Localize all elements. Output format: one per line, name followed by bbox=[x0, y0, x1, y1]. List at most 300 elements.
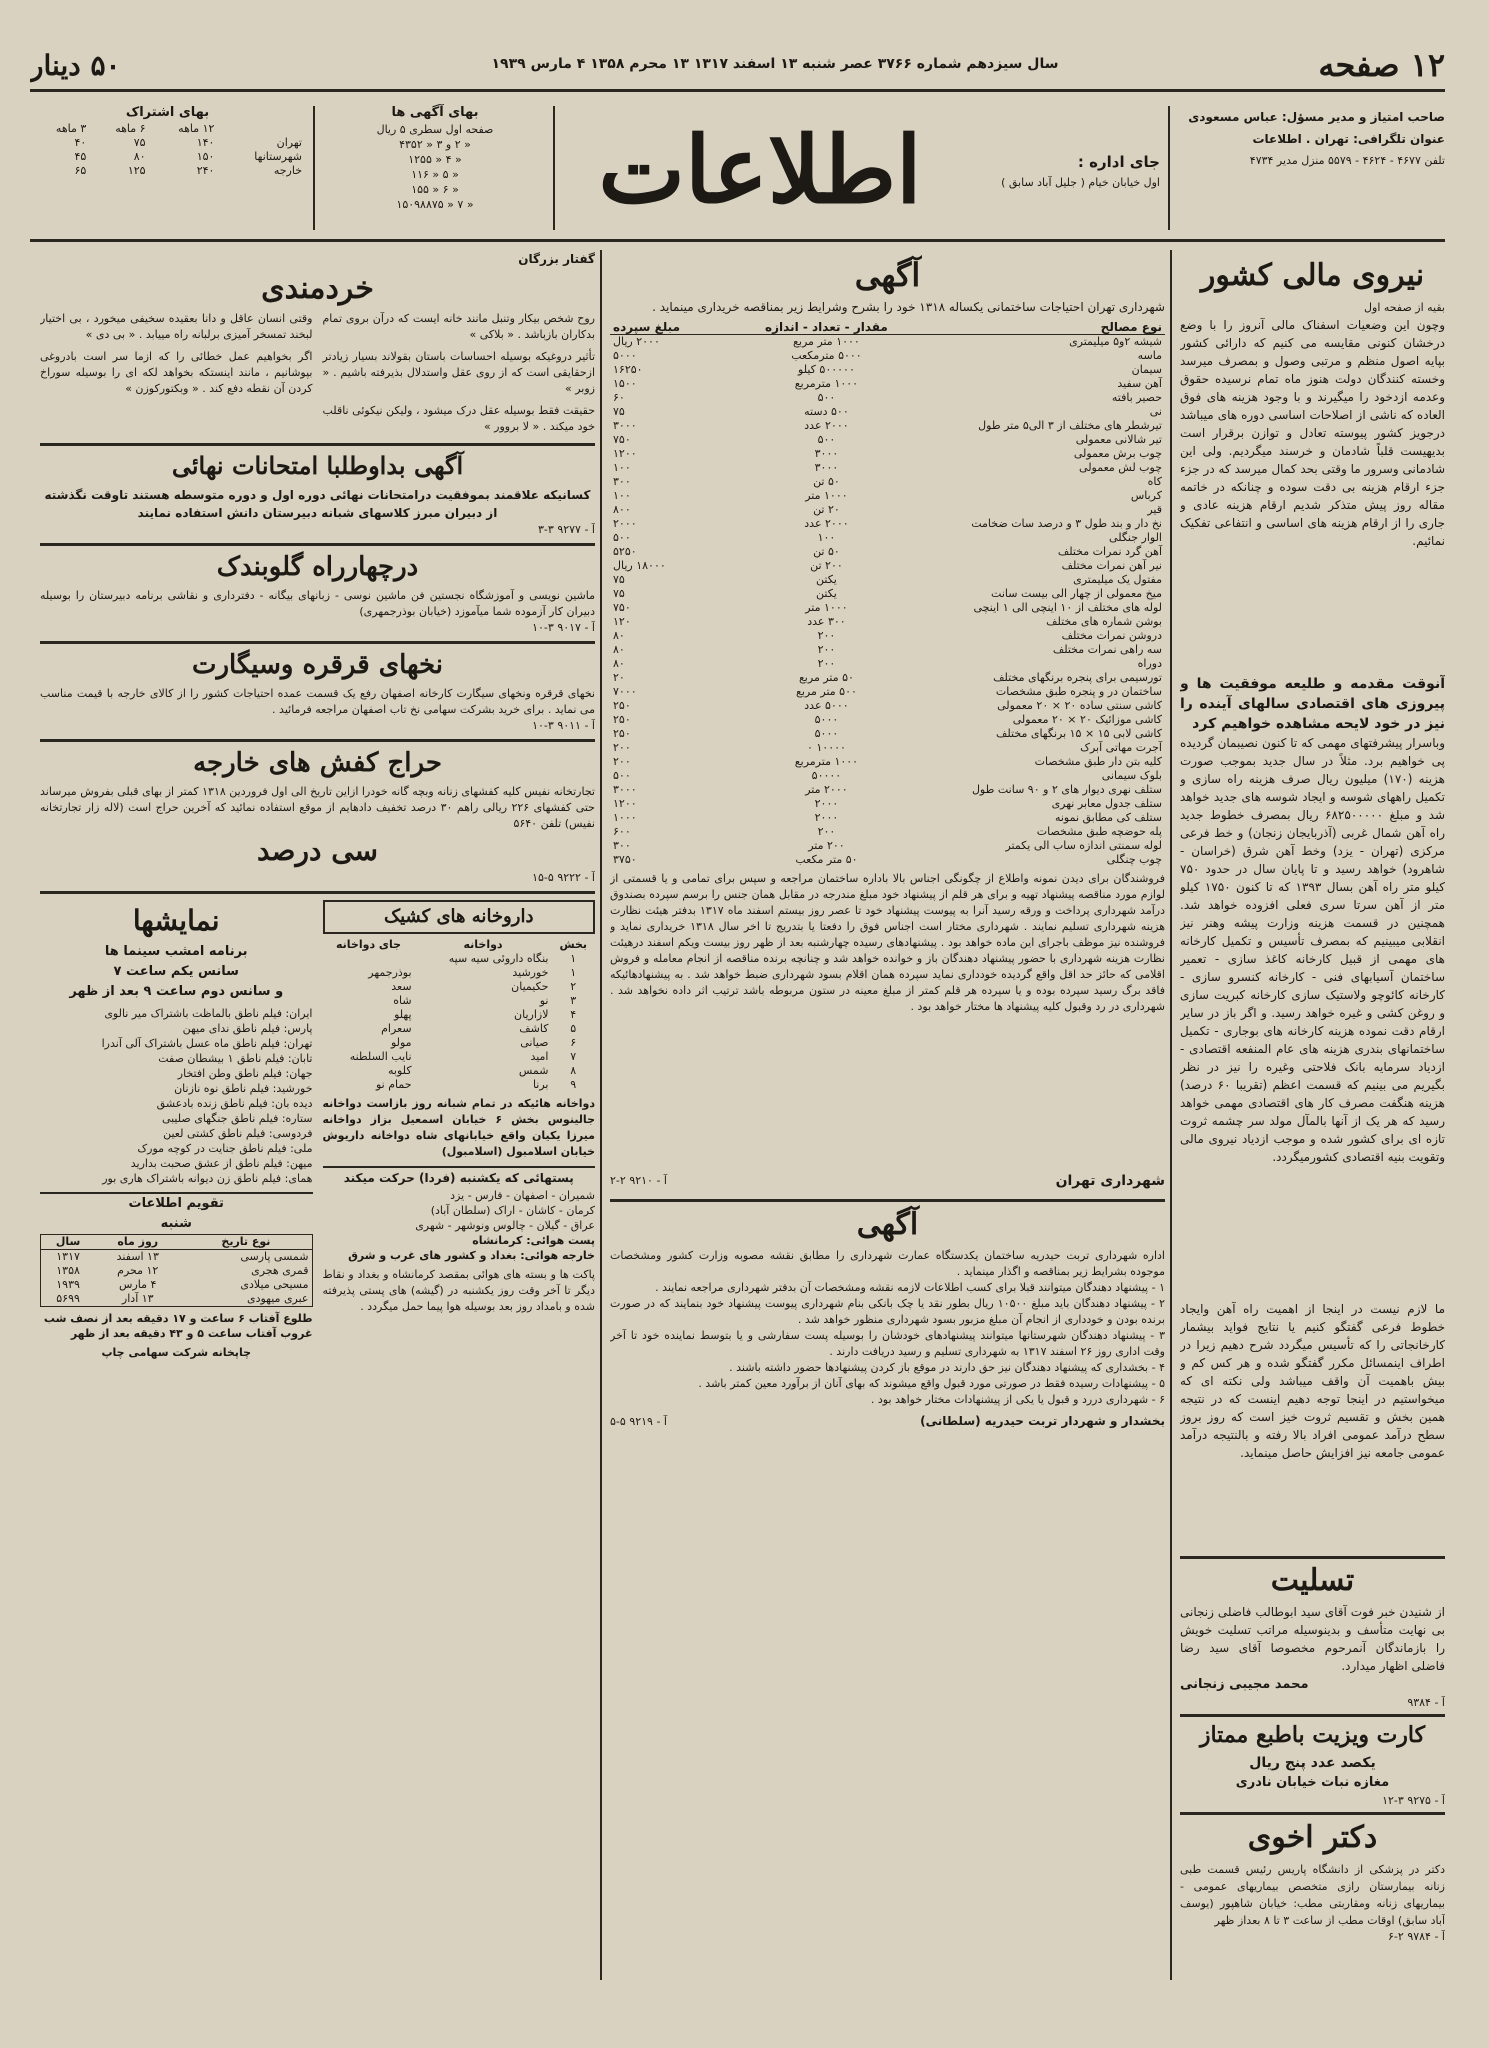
table-header-row: نوع تاریخ روز ماه سال bbox=[41, 1235, 313, 1250]
table-cell: ۱۲۰۰ bbox=[613, 447, 637, 460]
table-cell: میخ معمولی از چهار الی بیست سانت bbox=[991, 587, 1162, 600]
table-row bbox=[323, 966, 596, 980]
article-body-3: ما لازم نیست در اینجا از اهمیت راه آهن وایجاد خطوط فرعی گفتگو کنیم یا نتایج فواید بیشمار کارخانجاتی را که تأسیس میگردد شرح دهیم زیرا در اطراف اینمسائل مکرر گفتگو شده و هر کس کم و بیش باهمیت آن واقف میباشد ولی نکته ای که میخواستیم در اینجا توجه دهیم اینست که در نتیجه همین بخش و تقسیم ثروت خیز است که روز بروز سطح درآمد عمومی افراد بالا رفته و بالنتیجه درآمد عمومی جامعه نیز افزایش حاصل مینماید. bbox=[1180, 1302, 1445, 1460]
table-cell: مولو bbox=[390, 1036, 412, 1049]
table-cell: ۷۵۰ bbox=[613, 601, 631, 614]
table-cell: ۲۰۰۰ ریال bbox=[613, 335, 660, 348]
table-cell: ۵۶۹۹ bbox=[56, 1292, 80, 1305]
table-cell: نایب السلطنه bbox=[349, 1050, 412, 1063]
table-row bbox=[610, 335, 1165, 350]
table-row bbox=[610, 671, 1165, 685]
table-row bbox=[610, 461, 1165, 475]
table-cell: ۲۰ تن bbox=[813, 503, 840, 516]
table-cell: صیانی bbox=[520, 1036, 549, 1049]
table-cell: ۵۰ تن bbox=[813, 545, 840, 558]
table-row bbox=[323, 994, 596, 1008]
article-body-1: وچون این وضعیات اسفناک مالی آنروز را با وضع درخشان کنونی مقایسه می کنیم که دارائی کشور بپایه اصول منظم و مرتبی وصول و بمصرف میرسد وخسته کنندگان دولت هنوز ماه تمام نرسیده حقوق وعدمه ازدخود را میگیرند و با وجود هزینه های فوق العاده که ناشی از اصلاحات اساسی دوره های میباشد درجویز کشور پیوسته تعادل و توازن برقرار است بدیهیست قلباً شادمان و خرسند میگردیم. ولی این شادمانی وسرور ما وقتی بحد کمال میرسد که در جزء جزء ارقام هزینه بی دقت سوده و چنانکه در خاتمه مقاله روز پیش متذکر شدیم ارقام هزینه عادی و جاری را از ارقام هزینه های اساسی و انتفاعی تفکیک نمائیم. bbox=[1180, 318, 1445, 548]
office-block bbox=[960, 150, 1160, 210]
table-cell: ۲۰۰۰ bbox=[814, 811, 839, 824]
golondak-body: ماشین نویسی و آموزشگاه نجستین فن ماشین نوسی - زبانهای بیگانه - دفترداری و نقاشی برنامه دبیرستان را بوسیله دبیران کار آزموده شما میآموزد (خیابان بوذرجمهری) bbox=[40, 589, 595, 618]
doctor-title: دکتر اخوی bbox=[1247, 1820, 1378, 1855]
table-row bbox=[610, 825, 1165, 839]
table-cell bbox=[323, 952, 415, 966]
post-line: شمیران - اصفهان - فارس - یزد bbox=[450, 1189, 595, 1202]
table-cell: ۵۰۰۰ bbox=[814, 713, 839, 726]
post-line: عراق - گیلان - چالوس ونوشهر - شهری bbox=[415, 1219, 595, 1232]
table-cell: ۲۵۰ bbox=[613, 713, 631, 726]
calendar-day: شنبه bbox=[160, 1216, 192, 1231]
article-body-2: وباسرار پیشرفتهای مهمی که تا کنون نصیبمان گردیده پی خواهیم برد. مثلاً در سال جدید بموجب صورت هزینه (۱۷۰) میلیون ریال صرف هزینه راه سازی و تکمیل راههای شوسه و ایجاد شوسه های جدید خواهد شد و مبلغ ۶۸۲۵۰۰۰۰۰ ریال بمصرف خطوط جدید راه آهن شمال غربی (آذربایجان زنجان) و خط فرعی مرکزی (تهران - یزد) وخط آهن شرق (خراسان - شاهرود) خواهد رسید و تا پایان سال در حدود ۷۵۰ کیلو متر راه آهن بسال ۱۳۹۳ که تا کنون ۱۷۵۰ کیلو متر از آهن سرتا سری فعلی افزوده خواهد شد. همچنین در قسمت هزینه وزارت پیشه وهنر نیز انقلابی میبینیم که بمصرف تأسیس و تکمیل کارخانه های مهمی از قبیل کارخانه کاغذ سازی - تعمیر ساختمان آسیابهای فنی - کارخانه کنسرو سازی - کارخانه کائوچو ولاستیک سازی کارخانه کبریت سازی و روغن کشی و غیره خواهد رسید. و اگر باز در سایر ارقام دقت نموده هزینه کارخانه های بوجاری - تکمیل ساختمانهای بندری هزینه های عام المنفعه اقتصادی - ازدیاد سرمایه بانک فلاحتی وغیره را نیز در نظر بگیریم می بینیم که قسمت اعظم (تقریبا ۶۰ درصد) هزینه هنگفت مصرف کار های اقتصادی مهمی خواهد رسید که هر یک از آنها بالمآل مولد سر چشمه ثروت تازه ای برای کشور شده و موجب ازدیاد نیروی مالی وتقویت بنیه اقتصادی کشورمیگردد. bbox=[1180, 736, 1445, 1164]
page-number: ۱۲ صفحه bbox=[1318, 46, 1445, 84]
table-cell: آجرت مهاتی آبرک bbox=[1080, 741, 1162, 754]
table-header-row: نوع مصالح مقدار - تعداد - اندازه مبلغ سپرده bbox=[610, 320, 1165, 335]
table-row bbox=[610, 447, 1165, 461]
subscription-title: بهای اشتراک bbox=[125, 105, 210, 120]
phone-line: تلفن ۴۶۷۷ - ۴۶۲۴ - ۵۵۷۹ منزل مدیر ۴۷۳۴ bbox=[1249, 154, 1445, 167]
sunrise: طلوع آفتاب ۶ ساعت و ۱۷ دقیقه بعد از نصف شب bbox=[43, 1312, 313, 1325]
table-cell: ۵۰ تن bbox=[813, 475, 840, 488]
table-row bbox=[41, 1250, 313, 1265]
list-item: همای: فیلم ناطق زن دیوانه باشتراک هاری بور bbox=[102, 1172, 313, 1185]
article-bold: آنوقت مقدمه و طلیعه موفقیت ها و پیروزی های اقتصادی سالهای آینده را نیز در خود لایحه مشاهده خواهیم کرد bbox=[1180, 676, 1445, 732]
table-row bbox=[610, 839, 1165, 853]
table-cell: ۱۰۰۰ متر bbox=[805, 489, 848, 502]
table-cell: ۷۰۰۰ bbox=[613, 685, 637, 698]
table-cell: ۱۶۲۵۰ bbox=[613, 363, 643, 376]
ad1-sign: شهرداری تهران bbox=[1055, 1173, 1165, 1189]
quote: حقیقت فقط بوسیله عقل درک میشود ، ولیکن نیکوئی ناقلب خود میکند . « لا بروور » bbox=[322, 404, 595, 433]
table-cell: کلیه بتن دار طبق مشخصات bbox=[1034, 755, 1162, 768]
table-cell: ۲۰۰ bbox=[613, 741, 631, 754]
table-cell: ۴ bbox=[570, 1008, 577, 1021]
ad2-sign: بخشدار و شهردار تربت حیدریه (سلطانی) bbox=[920, 1414, 1165, 1428]
table-row bbox=[610, 615, 1165, 629]
post-note: پاکت ها و بسته های هوائی بمقصد کرمانشاه و بغداد و نقاط دیگر تا آخر وقت روز یکشنبه در (گیشه) های پستی پذیرفته شده و بامداد روز بعد بوسیله هوا پیما حمل میگردد . bbox=[322, 1268, 595, 1313]
table-cell: سه راهی نمرات مختلف bbox=[1052, 643, 1162, 656]
quote: وقتی انسان عاقل و دانا بعقیده سخیفی میخورد ، بی اختیار لبخند تمسخر آمیزی برلبانه راه مییابد . « بی دی » bbox=[40, 312, 313, 341]
table-cell: ۲۰۰ bbox=[817, 825, 836, 838]
ad-rates-block bbox=[325, 104, 545, 234]
table-row bbox=[610, 783, 1165, 797]
top-bar bbox=[30, 40, 1445, 92]
list-item: ۴ - بخشداری که پیشنهاد دهندگان نیز حق دارند در موقع باز کردن پیشنهادها حضور داشته باشند . bbox=[729, 1361, 1165, 1374]
table-cell: ۱۳ اسفند bbox=[116, 1250, 159, 1263]
table-cell: ۱۰۰ bbox=[613, 489, 631, 502]
table-cell: تیرشطر های مختلف از ۳ الی۵ متر طول bbox=[978, 419, 1162, 432]
owner-block bbox=[1180, 106, 1445, 226]
table-cell: بوشن شماره های مختلف bbox=[1046, 615, 1162, 628]
table-cell: ۳۰۰۰ bbox=[814, 461, 839, 474]
table-cell: ۳۰۰ bbox=[613, 839, 631, 852]
table-cell: تورسیمی برای پنجره برنگهای مختلف bbox=[993, 671, 1162, 684]
table-cell: حصیر بافته bbox=[1111, 391, 1162, 404]
table-cell: ۱۲ محرم bbox=[117, 1264, 159, 1277]
table-cell: چوب چنگلی bbox=[1106, 853, 1162, 866]
table-cell: پهلو bbox=[394, 1008, 412, 1021]
quote: اگر بخواهیم عمل خطائی را که ازما سر است بادروغی بپوشانیم ، مانند اینستکه بخواهد لکه ای را بوسیله سوراخ کردن آن نقطه دفع کند . « وبکتورکوزن » bbox=[40, 350, 313, 395]
table-cell: ۳۷۵۰ bbox=[613, 853, 637, 866]
table-cell: شیشه ۲و۵ میلیمتری bbox=[1069, 335, 1162, 348]
table-cell: لوله های مختلف از ۱۰ اینچی الی ۱ اینچی bbox=[973, 601, 1162, 614]
continued-note: بقیه از صفحه اول bbox=[1364, 301, 1445, 314]
table-cell: مفتول یک میلیمتری bbox=[1073, 573, 1162, 586]
table-cell: ۸۰۰ bbox=[613, 503, 631, 516]
table-cell: ۳۰۰۰ bbox=[814, 447, 839, 460]
table-cell: کاشی سنتی ساده ۲۰ × ۲۰ معمولی bbox=[997, 699, 1162, 712]
wisdom-title: خردمندی bbox=[261, 271, 374, 306]
table-cell: ۲۰۰ متر bbox=[808, 839, 845, 852]
issue-meta: سال سیزدهم شماره ۳۷۶۶ عصر شنبه ۱۳ اسفند ۱۳۱۷ ۱۳ محرم ۱۳۵۸ ۴ مارس ۱۹۳۹ bbox=[491, 56, 1059, 72]
article-headline: نیروی مالی کشور bbox=[1200, 258, 1425, 293]
shoes-highlight: سی درصد bbox=[256, 834, 378, 867]
exam-code: آ - ۹۲۷۷ ۳-۳ bbox=[538, 523, 595, 536]
table-row bbox=[610, 503, 1165, 517]
pharmacy-table-body bbox=[323, 952, 596, 1092]
list-item: تابان: فیلم ناطق ۱ بیشطان صفت bbox=[158, 1052, 313, 1065]
table-cell: ۵ bbox=[570, 1022, 577, 1035]
table-row bbox=[323, 1050, 596, 1064]
table-cell: یکتن bbox=[816, 573, 837, 586]
calendar-table bbox=[40, 1234, 313, 1307]
table-row: ۱۲ ماهه ۶ ماهه ۳ ماهه bbox=[55, 122, 215, 135]
table-row: شهرستانها ۱۵۰ ۸۰ ۴۵ bbox=[74, 150, 302, 163]
table-row bbox=[610, 475, 1165, 489]
doctor-body: دکتر در پزشکی از دانشگاه پاریس رئیس قسمت طبی زنانه بیمارستان رازی متخصص بیماریهای عمومی - بیماریهای زنانه ومقاربتی مطب: خیابان شاهپور (یوسف آباد سابق) اوقات مطب از ساعت ۳ تا ۸ بعداز ظهر bbox=[1180, 1863, 1445, 1927]
table-cell: حمام نو bbox=[376, 1078, 412, 1091]
table-cell: ۲۰۰۰ عدد bbox=[804, 419, 849, 432]
table-row bbox=[610, 699, 1165, 713]
table-row bbox=[610, 587, 1165, 601]
calendar-title: تقویم اطلاعات bbox=[128, 1196, 224, 1211]
table-row: خارجه ۲۴۰ ۱۲۵ ۶۵ bbox=[74, 164, 302, 177]
table-cell: بلوک سیمانی bbox=[1101, 769, 1162, 782]
table-cell: آهن گرد نمرات مختلف bbox=[1057, 545, 1162, 558]
list-item: ملی: فیلم ناطق جنایت در کوچه مورک bbox=[137, 1142, 313, 1155]
table-row bbox=[610, 545, 1165, 559]
section-label: گفتار بزرگان bbox=[518, 252, 595, 266]
table-row bbox=[323, 1078, 596, 1092]
table-cell: مسیحی میلادی bbox=[240, 1278, 309, 1291]
list-item: ۱ - پیشنهاد دهندگان میتوانند قبلا برای کسب اطلاعات لازمه نقشه ومشخصات آن بدفتر شهرداری مراجعه نمایند . bbox=[655, 1281, 1165, 1294]
table-cell: شمس bbox=[518, 1064, 549, 1077]
table-row bbox=[610, 391, 1165, 405]
table-cell: ۲۰۰ bbox=[817, 629, 836, 642]
quote: تأثیر دروغیکه بوسیله احساسات باستان بقولاند بسیار زیادتر ازحقایقی است که از روی عقل واستدلال بذیرفته باشیم . « زوبر » bbox=[322, 350, 595, 395]
table-cell: کرباس bbox=[1130, 489, 1162, 502]
table-row: تهران ۱۴۰ ۷۵ ۴۰ bbox=[74, 136, 302, 149]
table-cell: ۵۰ متر مکعب bbox=[795, 853, 858, 866]
materials-table bbox=[610, 320, 1165, 867]
list-item: ۳ - پیشنهاد دهندگان شهرستانها میتوانند پیشنهادهای خودشان را بوسیله پست سفارشی و یا بتوسط نماینده خود تا آخر وقت اداری روز ۲۶ اسفند ۱۳۱۷ به شهرداری تسلیم و رسید دریافت دارند . bbox=[610, 1329, 1165, 1358]
table-cell: نیر آهن نمرات مختلف bbox=[1061, 559, 1162, 572]
table-cell: ۳۰۰۰ bbox=[613, 419, 637, 432]
table-row bbox=[610, 377, 1165, 391]
table-cell: ۸۰ bbox=[613, 643, 625, 656]
table-cell: ۵۰۰۰۰۰ کیلو bbox=[798, 363, 855, 376]
table-cell: ۵۰۰ bbox=[817, 391, 836, 404]
table-row bbox=[41, 1278, 313, 1292]
ad1-title: آگهی bbox=[854, 256, 921, 294]
post-line: خارجه هوائی: بغداد و کشور های غرب و شرق bbox=[348, 1249, 595, 1262]
table-cell: ۴ مارس bbox=[119, 1278, 157, 1291]
table-cell: ۶۰۰ bbox=[613, 825, 631, 838]
table-row bbox=[610, 517, 1165, 531]
table-row bbox=[323, 1022, 596, 1036]
ad-rates-title: بهای آگهی ها bbox=[391, 105, 479, 120]
table-cell: خورشید bbox=[512, 966, 549, 979]
table-row bbox=[610, 405, 1165, 419]
subscription-block bbox=[30, 104, 305, 234]
table-cell: الوار جنگلی bbox=[1109, 531, 1162, 544]
table-cell: ۲ bbox=[570, 980, 577, 993]
shoes-code: آ - ۹۲۲۲ ۵-۱۵ bbox=[532, 871, 595, 884]
ad-rate-line: « ۲ و ۳ « ۴۳۵۲ bbox=[399, 138, 471, 151]
shoes-body: تجارتخانه نفیس کلیه کفشهای زنانه وبچه گانه خودرا ازاین تاریخ الی اول فروردین ۱۳۱۸ کمتر از بهای قبلی بفروش میرساند حتی کفشهای ۲۲۶ ریالی راهم ۳۰ درصد تخفیف دادهایم از موقع استفاده نمائید که آخرین حراج است (لاله زار تجارتخانه نفیس) تلفن ۵۶۴۰ bbox=[40, 785, 595, 830]
ad-rate-line: صفحه اول سطری ۵ ریال bbox=[376, 123, 494, 136]
table-cell: ۶۰ bbox=[613, 391, 625, 404]
card-code: آ - ۹۲۷۵ ۳-۱۲ bbox=[1382, 1794, 1445, 1807]
yarn-body: نخهای قرقره ونخهای سیگارت کارخانه اصفهان رفع یک قسمت عمده احتیاجات کشور را از کالای خارجه با قیمت مناسب می نماید . برای خرید بشرکت سهامی نخ تاب اصفهان مراجعه فرمائید . bbox=[40, 687, 595, 716]
calendar-table-body bbox=[41, 1250, 313, 1307]
list-item: ۲ - پیشنهاد دهندگان باید مبلغ ۱۰۵۰۰ ریال بطور نقد یا چک بانکی بنام شهرداری پیوست پیشنهاد خود بنمایند که در صورت برنده بودن و خودداری از انجام آن مبلغ مزبور بسود شهرداری منظور خواهد شد . bbox=[610, 1297, 1165, 1326]
table-row bbox=[610, 349, 1165, 363]
table-cell: ۷۵ bbox=[613, 587, 625, 600]
table-cell: ۲۰۰۰ bbox=[613, 517, 637, 530]
table-cell: ۱۰۰۰ متر bbox=[805, 601, 848, 614]
condolence-code: آ - ۹۳۸۴ bbox=[1407, 1696, 1445, 1709]
table-cell: چوب برش معمولی bbox=[1073, 447, 1162, 460]
table-row bbox=[610, 629, 1165, 643]
table-cell: ۵۰۰ متر مربع bbox=[796, 685, 857, 698]
ad-rate-line: « ۶ « ۱۵۵ bbox=[411, 183, 459, 196]
sunset: غروب آفتاب ساعت ۵ و ۴۳ دقیقه بعد از ظهر bbox=[70, 1327, 313, 1340]
table-row bbox=[323, 1008, 596, 1022]
table-cell: کاشی لابی ۱۵ × ۱۵ برنگهای مختلف bbox=[996, 727, 1162, 740]
table-row bbox=[610, 643, 1165, 657]
table-cell: ۲۰۰۰ bbox=[814, 797, 839, 810]
condolence-title: تسلیت bbox=[1270, 1563, 1355, 1598]
table-cell: برنا bbox=[532, 1078, 549, 1091]
table-cell: بنگاه داروئی سیه سپه bbox=[448, 952, 549, 965]
table-cell: قیر bbox=[1147, 503, 1162, 516]
table-row bbox=[610, 601, 1165, 615]
list-item: ۶ - شهرداری دررد و قبول یا یکی از پیشنهادات مختار خواهد بود . bbox=[870, 1393, 1165, 1406]
table-row bbox=[41, 1264, 313, 1278]
table-row bbox=[610, 559, 1165, 573]
telegraph-line: عنوان تلگرافی: تهران . اطلاعات bbox=[1252, 132, 1445, 146]
table-cell: ۲۰۰ bbox=[613, 755, 631, 768]
ad2-conditions bbox=[610, 1280, 1165, 1408]
ad1-intro: شهرداری تهران احتیاجات ساختمانی یکساله ۱۳۱۸ خود را بشرح وشرایط زیر بمناقصه خریداری مینماید . bbox=[652, 300, 1165, 314]
table-cell: نو bbox=[539, 994, 549, 1007]
golondak-title: درچهارراه گلوبندک bbox=[216, 552, 419, 582]
cinema-sub3: و سانس دوم ساعت ۹ بعد از ظهر bbox=[69, 984, 284, 999]
table-cell: آهن سفید bbox=[1117, 377, 1162, 390]
condolence-sign: محمد مجیبی زنجانی bbox=[1180, 1677, 1309, 1692]
cinema-list bbox=[40, 1006, 313, 1186]
table-cell: ۱۰۰۰ مترمربع bbox=[794, 755, 859, 768]
table-cell: ۱۲۰ bbox=[613, 615, 631, 628]
cinema-sub2: سانس یکم ساعت ۷ bbox=[113, 964, 239, 979]
list-item: دیده بان: فیلم ناطق زنده بادعشق bbox=[156, 1097, 313, 1110]
table-row bbox=[323, 1036, 596, 1050]
table-cell: ۲۰۰۰ متر bbox=[805, 783, 848, 796]
table-cell: ۲۰ bbox=[613, 671, 625, 684]
table-cell: ۱۰۰۰ مترمربع bbox=[794, 377, 859, 390]
table-row bbox=[610, 363, 1165, 377]
table-cell: ساختمان در و پنجره طبق مشخصات bbox=[995, 685, 1162, 698]
table-cell: لازاریان bbox=[514, 1008, 549, 1021]
table-cell: ۹ bbox=[570, 1078, 577, 1091]
table-cell: کاه bbox=[1147, 475, 1162, 488]
table-cell: پله حوضچه طبق مشخصات bbox=[1036, 825, 1162, 838]
table-cell: ۱۳۱۷ bbox=[56, 1250, 80, 1263]
card-title: کارت ویزیت باطبع ممتاز bbox=[1199, 1722, 1426, 1748]
table-row bbox=[610, 419, 1165, 433]
table-row bbox=[610, 573, 1165, 587]
table-row bbox=[41, 1292, 313, 1307]
table-cell: ستلف کی مطابق نمونه bbox=[1054, 811, 1162, 824]
list-item: جهان: فیلم ناطق وطن افتخار bbox=[177, 1067, 313, 1080]
ad-rate-line: « ۵ « ۱۱۶ bbox=[411, 168, 459, 181]
table-cell: ۷۵ bbox=[613, 405, 625, 418]
table-cell: ۳۰۰ bbox=[613, 475, 631, 488]
table-cell: ۵۰۰ bbox=[613, 769, 631, 782]
ad1-body: فروشندگان برای دیدن نمونه واطلاع از چگونگی اجناس بالا باداره ساختمان مراجعه و سپس برای تمامی و یا قسمتی از لوازم مورد مناقصه پیشنهاد تهیه و برای هر قلم از پیشنهاد خود مبلغ مندرجه در مقابل همان جنس را برسم سپرده بصندوق درآمد شهرداری پرداخت و ورقه رسید آنرا به پیوست پیشنهاد خود تا عصر روز بیستم اسفند ماه ۱۳۱۷ بدفتر هیئت نظارت هزینه شهرداری تسلیم نمایند . شهرداری مختار است اجناس فوق را دفعتا یا بتدریج تا اخر سال ۱۳۱۸ خریداری نماید و فروشنده نیز موظف باجرای این ماده خواهد بود . پیشنهادهای رسیده چهارشنبه بعد از ظهر روز بیست ویکم اسفند درهیئت نظارت هزینه شهرداری با حضور پیشنهاد دهندگان باز و خوانده خواهد شد و چنانچه برنده مناقصه از انجام معامله و فروش اقلامی که حائز حد اقل واقع گردیده خودداری نماید سپرده همان اقلام بسود شهرداری ضبط خواهد شد . به پیشنهادهائیکه فاقد برگ رسید سپرده بوده و یا سپرده هر قلم کمتر از مبلغ معینه در ستون مربوطه باشد ترتیب اثر داده نخواهد شد . شهرداری در رد وقبول کلیه پیشنهاد ها مختار خواهد بود . bbox=[610, 872, 1165, 1013]
shoes-title: حراج کفش های خارجه bbox=[193, 748, 442, 778]
post-line: کرمان - کاشان - اراک (سلطان آباد) bbox=[430, 1204, 595, 1217]
ad1-code: آ - ۹۲۱۰ ۲-۲ bbox=[610, 1174, 667, 1187]
list-item: ایران: فیلم ناطق بالماظت باشتراک میر نالوی bbox=[104, 1007, 313, 1020]
cinema-title: نمایشها bbox=[132, 904, 220, 937]
table-cell: دروشن نمرات مختلف bbox=[1061, 629, 1162, 642]
table-cell: ستلف جدول معابر نهری bbox=[1051, 797, 1162, 810]
subscription-table bbox=[30, 122, 305, 178]
condolence-body: از شنیدن خبر فوت آقای سید ابوطالب فاضلی زنجانی بی نهایت متأسف و بدینوسیله مراتب تسلیت خویش را بازماندگان آنمرحوم مخصوصا آقای سید رضا فاضلی اظهار میدارد. bbox=[1180, 1605, 1445, 1673]
table-cell: ستلف نهری دیوار های ۲ و ۹۰ سانت طول bbox=[971, 783, 1162, 796]
list-item: تهران: فیلم ناطق ماه عسل باشتراک آلی آندرا bbox=[101, 1037, 313, 1050]
table-cell: ۱۲۰۰ bbox=[613, 797, 637, 810]
table-cell: چوب لش معمولی bbox=[1079, 461, 1162, 474]
table-cell: سیمان bbox=[1131, 363, 1162, 376]
table-cell: ۲۵۰ bbox=[613, 727, 631, 740]
left-column bbox=[40, 252, 595, 2012]
table-row bbox=[323, 980, 596, 994]
table-row bbox=[610, 531, 1165, 545]
table-cell: نخ دار و بند طول ۳ و درصد سات ضخامت bbox=[971, 517, 1162, 530]
owner-line: صاحب امتیاز و مدیر مسؤل: عباس مسعودی bbox=[1188, 110, 1445, 124]
right-column bbox=[1180, 252, 1445, 2012]
table-cell: ۱۵۰۰ bbox=[613, 377, 637, 390]
table-cell: ۶ bbox=[570, 1036, 577, 1049]
table-row bbox=[610, 489, 1165, 503]
list-item: میهن: فیلم ناطق از عشق صحبت بدارید bbox=[130, 1157, 313, 1170]
table-row bbox=[610, 433, 1165, 447]
quote: روح شخص بیکار وتنبل مانند خانه ایست که درآن بروی تمام بدکاران بازباشد . « بلاکی » bbox=[322, 312, 595, 341]
table-cell: یکتن bbox=[816, 587, 837, 600]
table-cell: کاشف bbox=[519, 1022, 549, 1035]
table-cell: بوذرجمهر bbox=[368, 966, 412, 979]
office-label: جای اداره : bbox=[1077, 153, 1160, 171]
table-row bbox=[610, 741, 1165, 755]
table-cell: ۷۵ bbox=[613, 573, 625, 586]
exam-body: کسانیکه علاقمند بموفقیت درامتحانات نهائی دوره اول و دوره متوسطه هستند تاوقت نگذشته از دبیران مبرز کلاسهای شبانه دبیرستان دانش استفاده نمایند bbox=[44, 488, 591, 520]
table-cell: ۷ bbox=[570, 1050, 577, 1063]
ad-rate-line: « ۷ « ۱۵۰۹۸۸۷۵ bbox=[396, 198, 474, 211]
ad2-code: آ - ۹۲۱۹ ۵-۵ bbox=[610, 1415, 667, 1428]
middle-column bbox=[610, 252, 1165, 2012]
table-cell: تیر شالانی معمولی bbox=[1075, 433, 1162, 446]
table-cell: ۵۰۰۰ bbox=[814, 727, 839, 740]
pharmacy-title: داروخانه های کشیک bbox=[323, 900, 596, 934]
card-body: یکصد عدد پنج ریال bbox=[1249, 1755, 1376, 1771]
exam-title: آگهی بداوطلبا امتحانات نهائی bbox=[171, 451, 464, 480]
table-cell: لوله سمنتی اندازه ساب الی یکمتر bbox=[1005, 839, 1162, 852]
table-cell: ۵۰۰۰۰ bbox=[811, 769, 842, 782]
table-row bbox=[610, 811, 1165, 825]
table-cell: ۵۰۰۰ عدد bbox=[804, 699, 849, 712]
table-cell: ۳۰۰ عدد bbox=[807, 615, 846, 628]
office-address: اول خیابان خیام ( جلیل آباد سابق ) bbox=[1001, 176, 1160, 189]
yarn-code: آ - ۹۰۱۱ ۳-۱۰ bbox=[532, 719, 595, 732]
list-item: پارس: فیلم ناطق ندای میهن bbox=[182, 1022, 313, 1035]
table-row bbox=[610, 727, 1165, 741]
table-cell: ۵۰۰ دسته bbox=[804, 405, 849, 418]
table-cell: دوراه bbox=[1137, 657, 1162, 670]
table-row bbox=[610, 797, 1165, 811]
table-cell: ۸۰ bbox=[613, 629, 625, 642]
table-cell: شاه bbox=[393, 994, 412, 1007]
table-cell: ۵۰ متر مربع bbox=[798, 671, 854, 684]
table-cell: کلوبه bbox=[388, 1064, 412, 1077]
cinema-sub1: برنامه امشب سینما ها bbox=[104, 944, 248, 959]
list-item: خورشید: فیلم ناطق نوه نازنان bbox=[174, 1082, 313, 1095]
table-cell: ۱۸۰۰۰ ریال bbox=[613, 559, 666, 572]
issue-price: ۵۰ دینار bbox=[30, 49, 121, 82]
table-cell: ۱ bbox=[570, 966, 577, 979]
pharmacy-table bbox=[323, 938, 596, 1092]
table-cell: ۱۰۰ bbox=[817, 531, 836, 544]
table-cell: امید bbox=[530, 1050, 549, 1063]
table-cell: ۳ bbox=[570, 994, 577, 1007]
list-item: ستاره: فیلم ناطق جنگهای صلیبی bbox=[161, 1112, 313, 1125]
newspaper-title: اطلاعات bbox=[598, 116, 922, 224]
table-cell: ۱۰۰ bbox=[613, 461, 631, 474]
table-cell: ۵۰۰۰ bbox=[613, 349, 637, 362]
table-row bbox=[610, 657, 1165, 671]
table-header-row: بخش دواخانه جای دواخانه bbox=[335, 938, 588, 951]
table-cell: ۵۲۵۰ bbox=[613, 545, 637, 558]
table-row bbox=[323, 1064, 596, 1078]
table-row bbox=[610, 685, 1165, 699]
table-row bbox=[610, 713, 1165, 727]
table-cell: عبری میهودی bbox=[246, 1292, 309, 1305]
table-cell: سعرام bbox=[381, 1022, 412, 1035]
table-row bbox=[323, 952, 596, 966]
ad2-title: آگهی bbox=[856, 1207, 919, 1242]
table-cell: ۱۳۵۸ bbox=[56, 1264, 80, 1277]
list-item: ۵ - پیشنهادات رسیده فقط در صورتی مورد قبول واقع میشوند که بهای آنان از برآورد معین کمتر باشد . bbox=[698, 1377, 1165, 1390]
table-cell: ۲۰۰ تن bbox=[810, 559, 843, 572]
table-cell: ۲۰۰ bbox=[817, 643, 836, 656]
table-cell: ماسه bbox=[1137, 349, 1162, 362]
table-cell: ۱ bbox=[570, 952, 577, 965]
table-cell: حکیمیان bbox=[511, 980, 549, 993]
table-cell: ۸ bbox=[570, 1064, 577, 1077]
table-cell: شمسی پارسی bbox=[240, 1250, 309, 1263]
table-cell: ۸۰ bbox=[613, 657, 625, 670]
table-cell: نی bbox=[1149, 405, 1162, 418]
